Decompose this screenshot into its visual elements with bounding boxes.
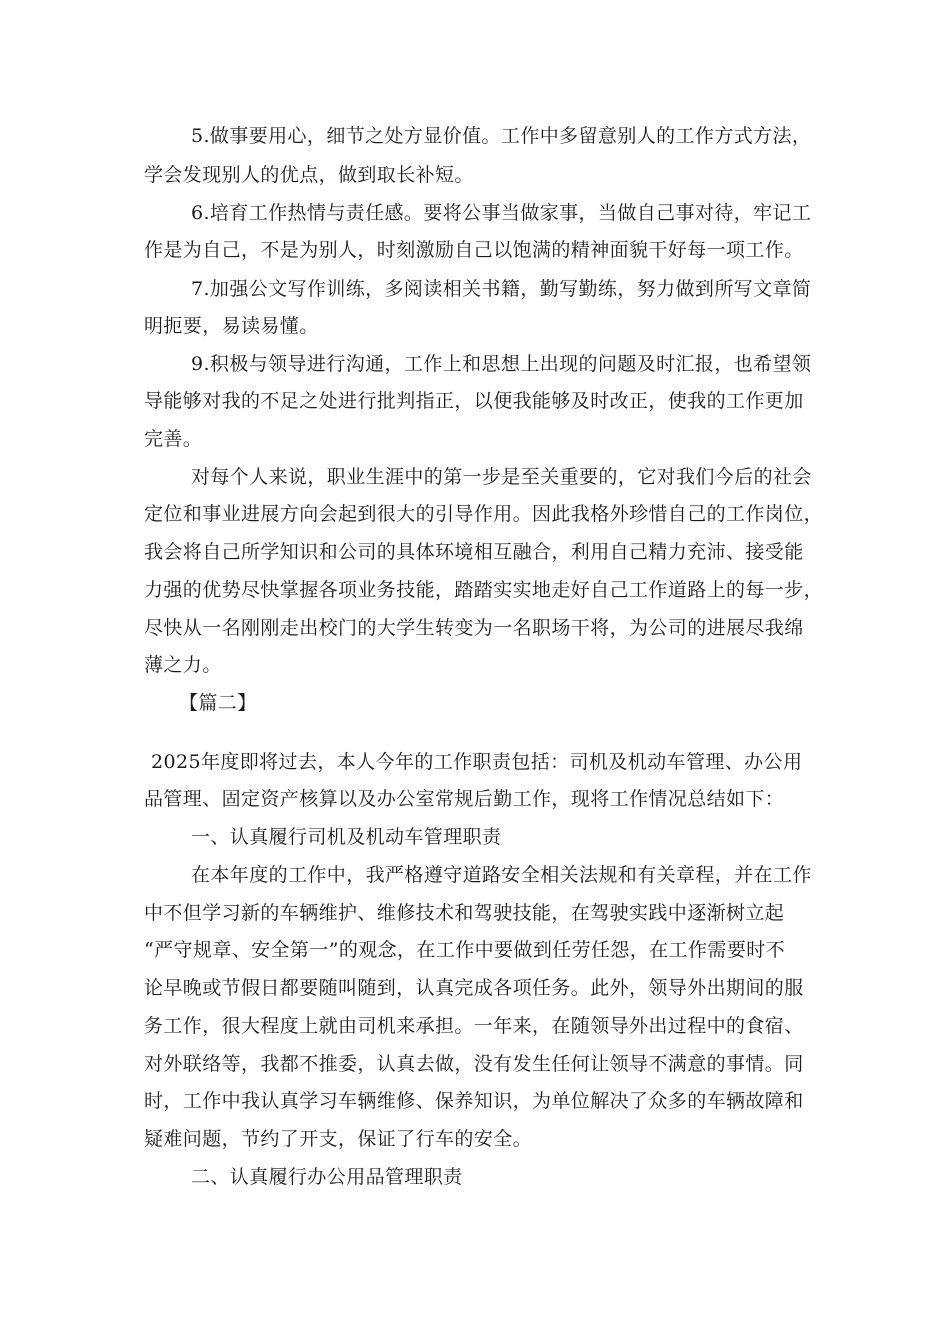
text-line: 疑难问题，节约了开支，保证了行车的安全。: [144, 1128, 533, 1150]
text-line: 作是为自己，不是为别人，时刻激励自己以饱满的精神面貌干好每一项工作。: [144, 239, 804, 261]
text-line: 对每个人来说，职业生涯中的第一步是至关重要的，它对我们今后的社会: [191, 466, 812, 488]
subsection-heading: 二、认真履行办公用品管理职责: [191, 1166, 463, 1188]
text-line: 5.做事要用心，细节之处方显价值。工作中多留意别人的工作方式方法，: [191, 125, 812, 147]
text-line: 在本年度的工作中，我严格遵守道路安全相关法规和有关章程，并在工作: [191, 864, 812, 886]
text-line: 薄之力。: [144, 654, 222, 676]
text-line: 明扼要，易读易懂。: [144, 315, 319, 337]
text-line: 学会发现别人的优点，做到取长补短。: [144, 164, 474, 186]
text-line: 品管理、固定资产核算以及办公室常规后勤工作，现将工作情况总结如下：: [144, 788, 785, 810]
text-line: 6.培育工作热情与责任感。要将公事当做家事，当做自己事对待，牢记工: [191, 202, 812, 224]
text-line: 论早晚或节假日都要随叫随到，认真完成各项任务。此外，领导外出期间的服: [144, 977, 804, 999]
text-line: 9.积极与领导进行沟通，工作上和思想上出现的问题及时汇报，也希望领: [191, 353, 812, 375]
text-line: 尽快从一名刚刚走出校门的大学生转变为一名职场干将，为公司的进展尽我绵: [144, 617, 804, 639]
text-line: 中不但学习新的车辆维护、维修技术和驾驶技能，在驾驶实践中逐渐树立起: [144, 902, 785, 924]
section-heading: 【篇二】: [179, 692, 257, 714]
text-line: 对外联络等，我都不推委，认真去做，没有发生任何让领导不满意的事情。同: [144, 1053, 804, 1075]
text-line: 完善。: [144, 428, 203, 450]
text-line: 7.加强公文写作训练，多阅读相关书籍，勤写勤练，努力做到所写文章简: [191, 278, 812, 300]
text-line: 务工作，很大程度上就由司机来承担。一年来，在随领导外出过程中的食宿、: [144, 1015, 804, 1037]
text-line: 我会将自己所学知识和公司的具体环境相互融合，利用自己精力充沛、接受能: [144, 541, 804, 563]
text-line: “严守规章、安全第一”的观念，在工作中要做到任劳任怨，在工作需要时不: [144, 939, 786, 961]
subsection-heading: 一、认真履行司机及机动车管理职责: [191, 826, 502, 848]
text-line: 力强的优势尽快掌握各项业务技能，踏踏实实地走好自己工作道路上的每一步，: [144, 579, 824, 601]
text-line: 2025年度即将过去，本人今年的工作职责包括：司机及机动车管理、办公用: [151, 751, 803, 773]
text-line: 导能够对我的不足之处进行批判指正，以便我能够及时改正，使我的工作更加: [144, 390, 804, 412]
text-line: 定位和事业进展方向会起到很大的引导作用。因此我格外珍惜自己的工作岗位，: [144, 503, 824, 525]
text-line: 时，工作中我认真学习车辆维修、保养知识，为单位解决了众多的车辆故障和: [144, 1090, 804, 1112]
